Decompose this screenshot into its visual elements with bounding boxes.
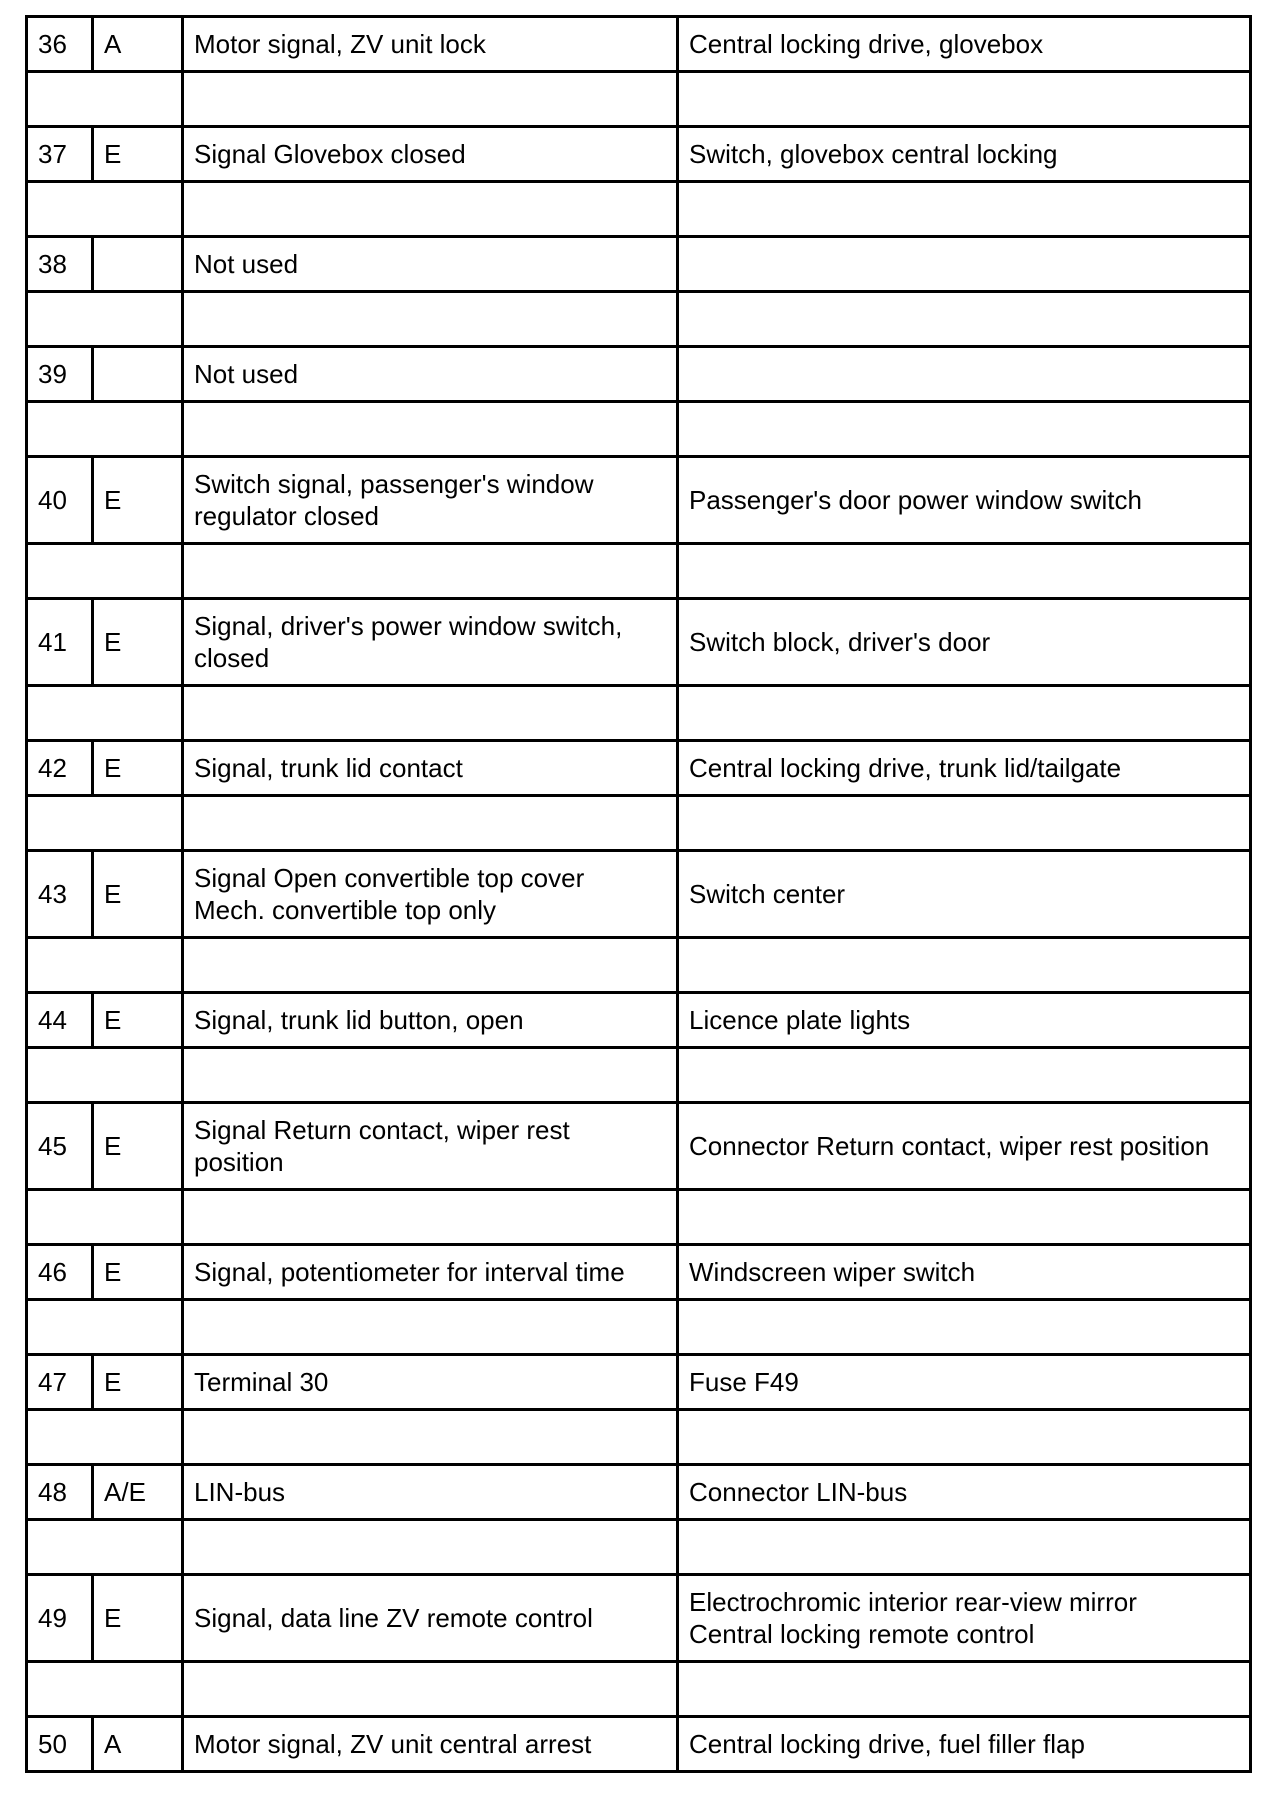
empty-cell bbox=[678, 1190, 1251, 1245]
empty-cell bbox=[678, 1048, 1251, 1103]
signal-cell: Motor signal, ZV unit central arrest bbox=[183, 1717, 678, 1772]
pin-cell: 37 bbox=[27, 127, 93, 182]
spacer-row bbox=[27, 938, 1251, 993]
empty-cell bbox=[27, 686, 183, 741]
signal-cell: Signal, data line ZV remote control bbox=[183, 1575, 678, 1662]
direction-cell: E bbox=[93, 1355, 183, 1410]
empty-cell bbox=[183, 796, 678, 851]
component-cell: Fuse F49 bbox=[678, 1355, 1251, 1410]
direction-cell: E bbox=[93, 741, 183, 796]
direction-cell: A bbox=[93, 1717, 183, 1772]
component-cell: Switch center bbox=[678, 851, 1251, 938]
empty-cell bbox=[678, 1300, 1251, 1355]
spacer-row bbox=[27, 686, 1251, 741]
empty-cell bbox=[27, 72, 183, 127]
empty-cell bbox=[678, 1520, 1251, 1575]
empty-cell bbox=[27, 796, 183, 851]
signal-cell: LIN-bus bbox=[183, 1465, 678, 1520]
spacer-row bbox=[27, 1662, 1251, 1717]
spacer-row bbox=[27, 1190, 1251, 1245]
component-cell: Licence plate lights bbox=[678, 993, 1251, 1048]
signal-cell: Signal, trunk lid button, open bbox=[183, 993, 678, 1048]
pin-assignment-table bbox=[25, 15, 1252, 1773]
spacer-row bbox=[27, 292, 1251, 347]
component-cell: Connector Return contact, wiper rest position bbox=[678, 1103, 1251, 1190]
pin-cell: 36 bbox=[27, 17, 93, 72]
spacer-row bbox=[27, 72, 1251, 127]
spacer-row bbox=[27, 1520, 1251, 1575]
component-cell: Electrochromic interior rear-view mirror Central locking remote control bbox=[678, 1575, 1251, 1662]
signal-cell: Signal, driver's power window switch, closed bbox=[183, 599, 678, 686]
empty-cell bbox=[183, 292, 678, 347]
pin-cell: 43 bbox=[27, 851, 93, 938]
signal-cell: Signal Glovebox closed bbox=[183, 127, 678, 182]
direction-cell: E bbox=[93, 993, 183, 1048]
pin-cell: 41 bbox=[27, 599, 93, 686]
empty-cell bbox=[183, 1520, 678, 1575]
direction-cell: E bbox=[93, 457, 183, 544]
empty-cell bbox=[678, 72, 1251, 127]
direction-cell: E bbox=[93, 1245, 183, 1300]
empty-cell bbox=[27, 938, 183, 993]
table-row bbox=[27, 237, 1251, 292]
spacer-row bbox=[27, 182, 1251, 237]
pin-cell: 48 bbox=[27, 1465, 93, 1520]
signal-cell: Not used bbox=[183, 347, 678, 402]
empty-cell bbox=[678, 1410, 1251, 1465]
pin-cell: 50 bbox=[27, 1717, 93, 1772]
pin-cell: 39 bbox=[27, 347, 93, 402]
spacer-row bbox=[27, 796, 1251, 851]
component-cell: Central locking drive, glovebox bbox=[678, 17, 1251, 72]
pin-cell: 40 bbox=[27, 457, 93, 544]
table-body bbox=[27, 17, 1251, 1772]
empty-cell bbox=[183, 1300, 678, 1355]
empty-cell bbox=[183, 1662, 678, 1717]
empty-cell bbox=[678, 938, 1251, 993]
component-cell: Switch, glovebox central locking bbox=[678, 127, 1251, 182]
pin-cell: 38 bbox=[27, 237, 93, 292]
empty-cell bbox=[27, 1048, 183, 1103]
empty-cell bbox=[183, 1410, 678, 1465]
empty-cell bbox=[183, 182, 678, 237]
spacer-row bbox=[27, 402, 1251, 457]
component-cell: Passenger's door power window switch bbox=[678, 457, 1251, 544]
table-row bbox=[27, 127, 1251, 182]
table-row bbox=[27, 1717, 1251, 1772]
signal-cell: Signal, trunk lid contact bbox=[183, 741, 678, 796]
empty-cell bbox=[27, 292, 183, 347]
table-row bbox=[27, 851, 1251, 938]
table-row bbox=[27, 993, 1251, 1048]
pin-cell: 47 bbox=[27, 1355, 93, 1410]
empty-cell bbox=[678, 1662, 1251, 1717]
table-row bbox=[27, 599, 1251, 686]
direction-cell: E bbox=[93, 851, 183, 938]
empty-cell bbox=[678, 544, 1251, 599]
empty-cell bbox=[678, 686, 1251, 741]
table-row bbox=[27, 741, 1251, 796]
direction-cell bbox=[93, 347, 183, 402]
empty-cell bbox=[183, 1048, 678, 1103]
component-cell: Central locking drive, fuel filler flap bbox=[678, 1717, 1251, 1772]
pin-cell: 42 bbox=[27, 741, 93, 796]
empty-cell bbox=[27, 1300, 183, 1355]
table-row bbox=[27, 1355, 1251, 1410]
table-row bbox=[27, 17, 1251, 72]
direction-cell: A bbox=[93, 17, 183, 72]
signal-cell: Terminal 30 bbox=[183, 1355, 678, 1410]
signal-cell: Signal, potentiometer for interval time bbox=[183, 1245, 678, 1300]
pin-cell: 49 bbox=[27, 1575, 93, 1662]
spacer-row bbox=[27, 1410, 1251, 1465]
spacer-row bbox=[27, 544, 1251, 599]
empty-cell bbox=[27, 1662, 183, 1717]
empty-cell bbox=[27, 1190, 183, 1245]
table-row bbox=[27, 1103, 1251, 1190]
component-cell: Windscreen wiper switch bbox=[678, 1245, 1251, 1300]
empty-cell bbox=[183, 72, 678, 127]
table-row bbox=[27, 1575, 1251, 1662]
empty-cell bbox=[27, 1410, 183, 1465]
pin-cell: 45 bbox=[27, 1103, 93, 1190]
signal-cell: Signal Open convertible top cover Mech. convertible top only bbox=[183, 851, 678, 938]
direction-cell: A/E bbox=[93, 1465, 183, 1520]
direction-cell: E bbox=[93, 127, 183, 182]
empty-cell bbox=[27, 544, 183, 599]
direction-cell: E bbox=[93, 1575, 183, 1662]
empty-cell bbox=[27, 402, 183, 457]
component-cell: Switch block, driver's door bbox=[678, 599, 1251, 686]
pin-cell: 44 bbox=[27, 993, 93, 1048]
spacer-row bbox=[27, 1048, 1251, 1103]
table-row bbox=[27, 1465, 1251, 1520]
direction-cell: E bbox=[93, 1103, 183, 1190]
signal-cell: Signal Return contact, wiper rest position bbox=[183, 1103, 678, 1190]
spacer-row bbox=[27, 1300, 1251, 1355]
empty-cell bbox=[678, 182, 1251, 237]
empty-cell bbox=[27, 1520, 183, 1575]
table-row bbox=[27, 457, 1251, 544]
empty-cell bbox=[183, 402, 678, 457]
empty-cell bbox=[27, 182, 183, 237]
table-row bbox=[27, 1245, 1251, 1300]
component-cell: Connector LIN-bus bbox=[678, 1465, 1251, 1520]
empty-cell bbox=[678, 402, 1251, 457]
empty-cell bbox=[678, 292, 1251, 347]
empty-cell bbox=[678, 796, 1251, 851]
signal-cell: Motor signal, ZV unit lock bbox=[183, 17, 678, 72]
pin-cell: 46 bbox=[27, 1245, 93, 1300]
component-cell: Central locking drive, trunk lid/tailgate bbox=[678, 741, 1251, 796]
signal-cell: Not used bbox=[183, 237, 678, 292]
empty-cell bbox=[183, 938, 678, 993]
table-row bbox=[27, 347, 1251, 402]
empty-cell bbox=[183, 686, 678, 741]
empty-cell bbox=[183, 1190, 678, 1245]
direction-cell bbox=[93, 237, 183, 292]
component-cell bbox=[678, 237, 1251, 292]
direction-cell: E bbox=[93, 599, 183, 686]
component-cell bbox=[678, 347, 1251, 402]
empty-cell bbox=[183, 544, 678, 599]
signal-cell: Switch signal, passenger's window regulator closed bbox=[183, 457, 678, 544]
